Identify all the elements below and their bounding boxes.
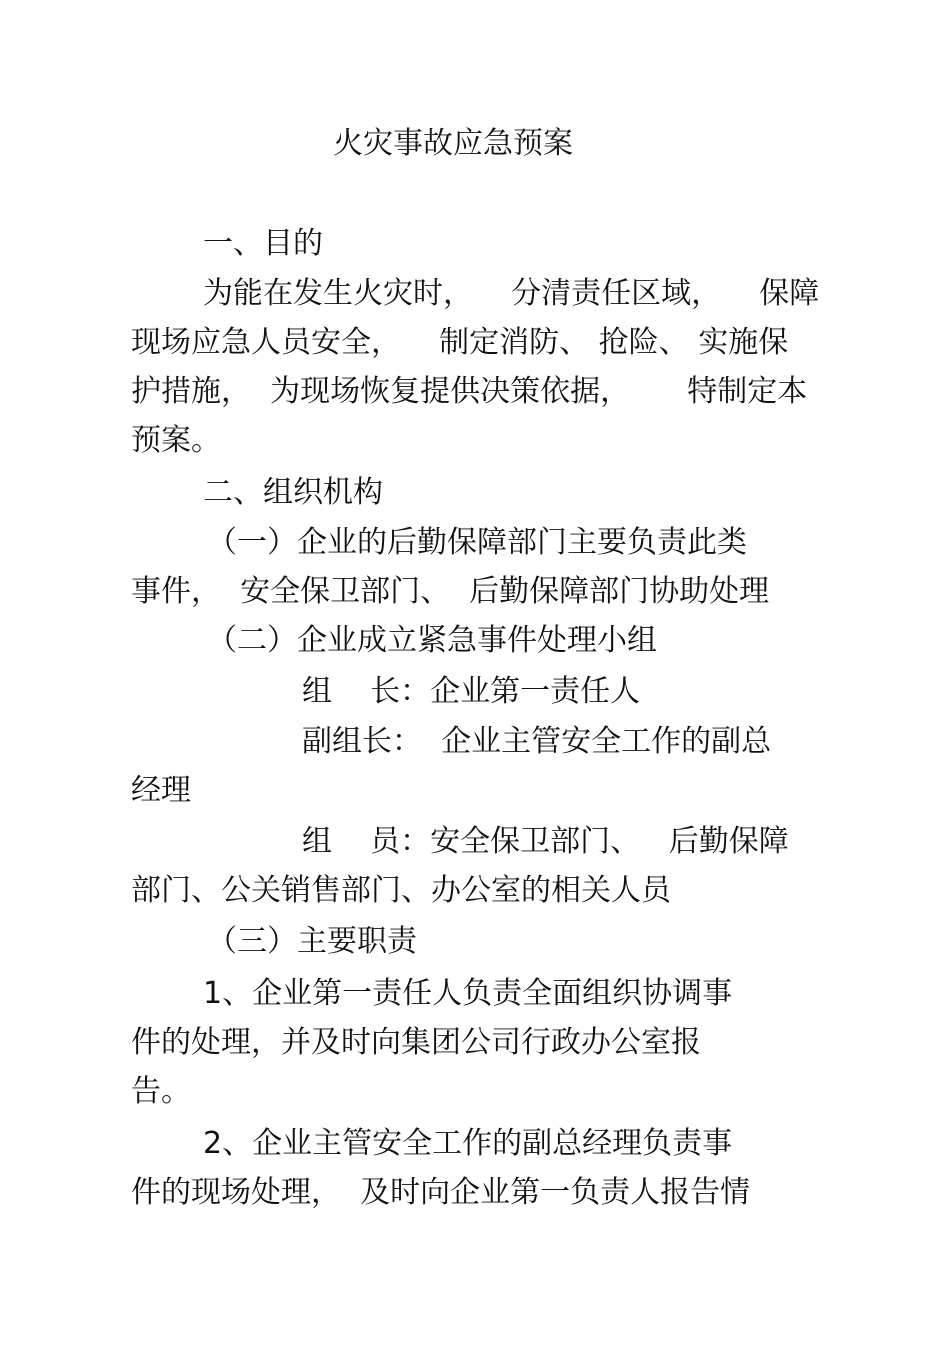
paragraph-line: 副组长： 企业主管安全工作的副总: [302, 724, 772, 759]
paragraph-line: 预案。: [131, 423, 221, 458]
paragraph-line: 部门、公关销售部门、办公室的相关人员: [131, 873, 671, 908]
section-heading-purpose: 一、目的: [203, 226, 323, 261]
paragraph-line: 件的现场处理， 及时向企业第一负责人报告情: [131, 1175, 751, 1210]
section-heading-organization: 二、组织机构: [203, 475, 383, 510]
paragraph-line: 件的处理，并及时向集团公司行政办公室报: [131, 1025, 701, 1060]
paragraph-line: 护措施， 为现场恢复提供决策依据， 特制定本: [131, 374, 808, 409]
paragraph-line: 组 员：安全保卫部门、 后勤保障: [302, 824, 789, 859]
document-title: 火灾事故应急预案: [333, 126, 573, 161]
paragraph-line: （三）主要职责: [207, 924, 417, 959]
paragraph-line: 1、企业第一责任人负责全面组织协调事: [203, 976, 733, 1011]
paragraph-line: 事件， 安全保卫部门、 后勤保障部门协助处理: [131, 574, 770, 609]
paragraph-line: （二）企业成立紧急事件处理小组: [207, 623, 657, 658]
paragraph-line: 组 长：企业第一责任人: [302, 674, 641, 709]
paragraph-line: 为能在发生火灾时， 分清责任区域， 保障: [203, 276, 820, 311]
paragraph-line: 经理: [131, 773, 191, 808]
paragraph-line: （一）企业的后勤保障部门主要负责此类: [207, 525, 747, 560]
paragraph-line: 2、企业主管安全工作的副总经理负责事: [203, 1126, 733, 1161]
paragraph-line: 现场应急人员安全， 制定消防、 抢险、 实施保: [131, 325, 789, 360]
paragraph-line: 告。: [131, 1074, 191, 1109]
